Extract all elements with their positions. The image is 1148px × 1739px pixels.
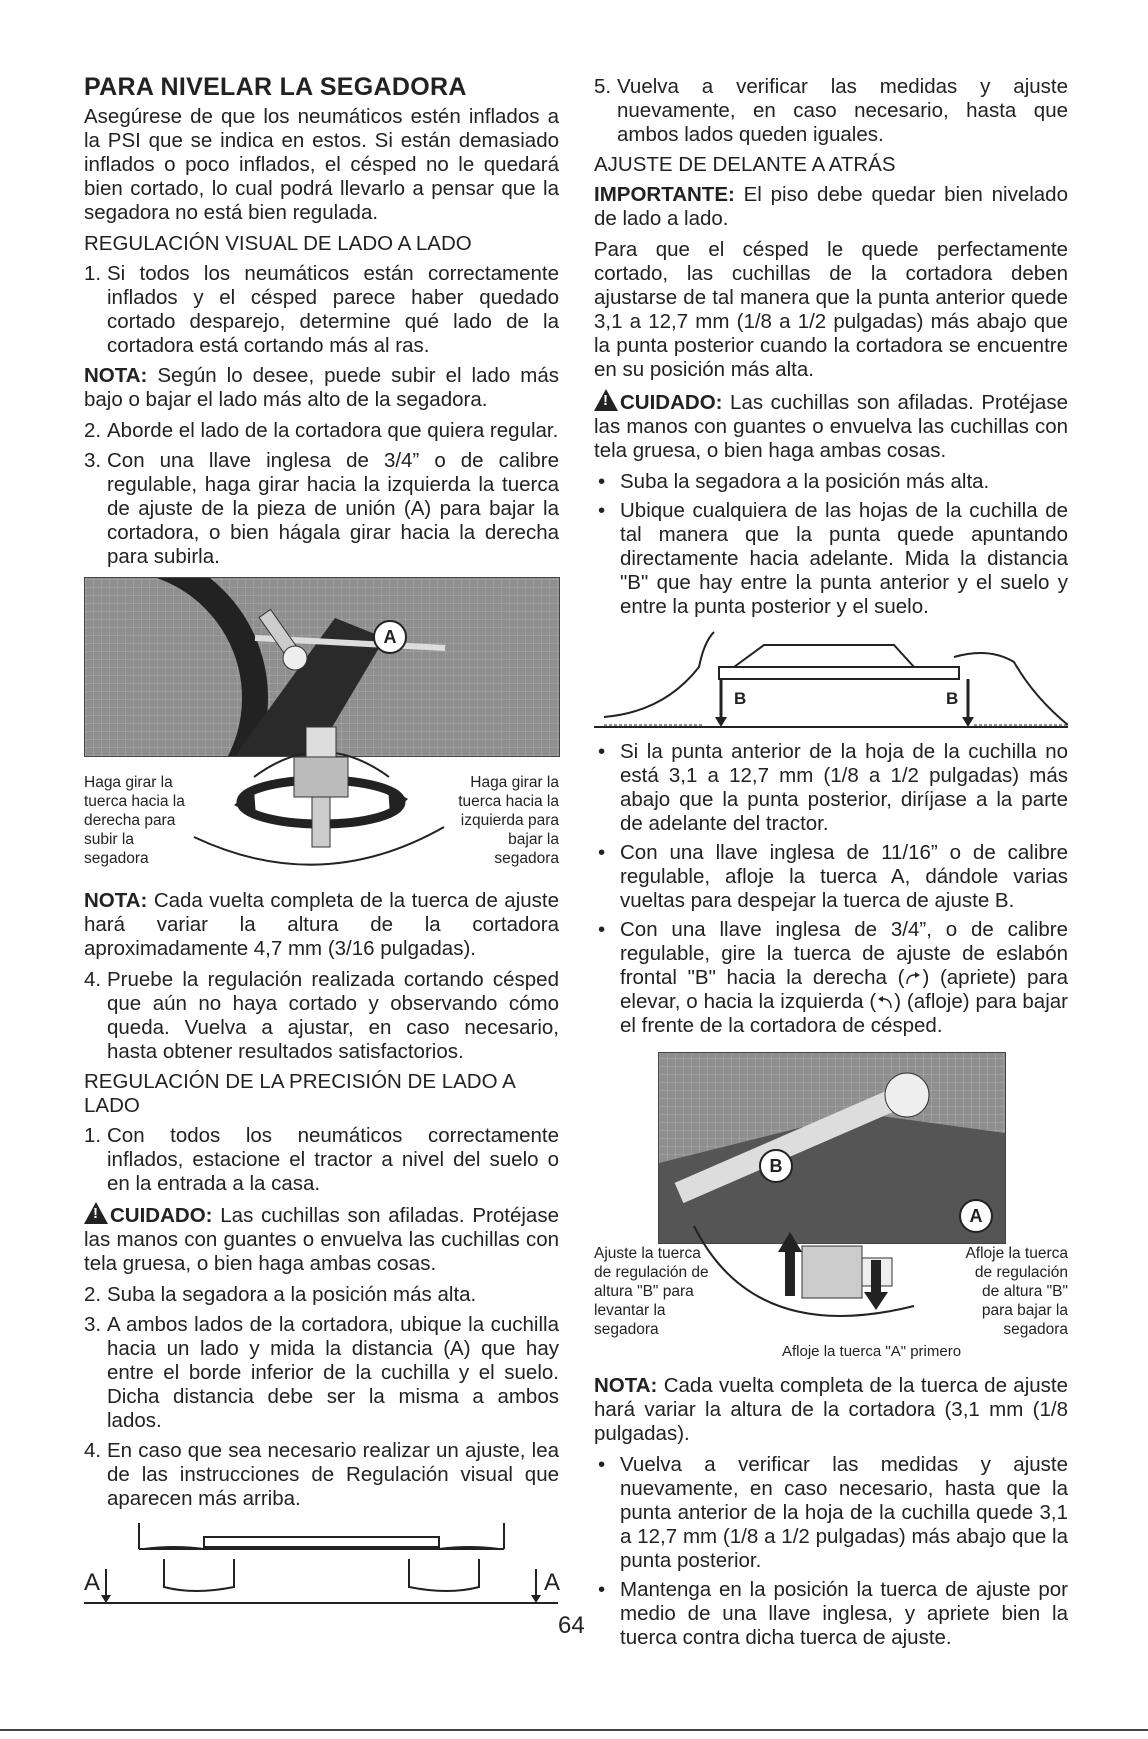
list-text: Pruebe la regulación realizada cortando césped que aún no haya cortado y observando cómo queda. Vuelva a ajustar, en caso necesario, hasta obtener resultados satisfactorios.	[107, 968, 559, 1063]
caution-paragraph	[84, 1202, 559, 1276]
list-number: 3.	[84, 449, 102, 472]
bullet-icon: •	[598, 499, 606, 522]
bullet-text-part: ) (apriete) para elevar, o hacia la izquierda (	[620, 966, 1068, 1013]
caution-label: CUIDADO:	[110, 1204, 213, 1227]
note-text: Cada vuelta completa de la tuerca de ajuste hará variar la altura de la cortadora (3,1 mm (1/8 pulgadas).	[594, 1374, 1068, 1445]
note-label: NOTA:	[594, 1374, 658, 1397]
list-item	[84, 1439, 559, 1511]
list-text: Con todos los neumáticos correctamente inflados, estacione el tractor a nivel del suelo o en la entrada a la casa.	[107, 1124, 559, 1195]
list-item	[84, 1313, 559, 1433]
figure-front-link-nut	[594, 1046, 1068, 1366]
figure-front-back-measure	[594, 627, 1068, 732]
measure-label-b-left: B	[734, 689, 747, 708]
page-number: 64	[558, 1612, 585, 1639]
list-text: Aborde el lado de la cortadora que quiera regular.	[107, 419, 559, 442]
note-paragraph	[594, 1374, 1068, 1446]
list-text: Vuelva a verificar las medidas y ajuste nuevamente, en caso necesario, hasta que ambos lados queden iguales.	[617, 75, 1068, 146]
intro-paragraph: Asegúrese de que los neumáticos estén inflados a la PSI que se indica en estos. Si están demasiado inflados o poco inflados, el césped no le quedará bien cortado, lo cual podrá llevarlo a pensar que la segadora no está bien regulada.	[84, 105, 559, 224]
measure-label-b-right: B	[946, 689, 959, 708]
bullet-icon: •	[598, 1578, 606, 1601]
bullet-icon: •	[598, 918, 606, 941]
caution-text: Las cuchillas son afiladas. Protéjase las manos con guantes o envuelva las cuchillas con tela gruesa, o bien haga ambas cosas.	[594, 391, 1068, 462]
caption-right: Haga girar la tuerca hacia la izquierda para bajar la segadora	[458, 774, 559, 867]
bullet-text: Ubique cualquiera de las hojas de la cuchilla de tal manera que la punta quede apuntando directamente hacia adelante. Mida la distancia "B" que hay entre la punta anterior y el suelo y entre la punta posterior y el suelo.	[620, 499, 1068, 618]
clockwise-icon	[904, 972, 922, 986]
bullet-item	[594, 499, 1068, 619]
callout-a: A	[959, 1199, 993, 1233]
note-text: Según lo desee, puede subir el lado más bajo o bajar el lado más alto de la segadora.	[84, 364, 559, 411]
left-column	[84, 75, 559, 1617]
list-item	[84, 449, 559, 569]
measure-label-a-left: A	[84, 1569, 101, 1596]
note-text: Cada vuelta completa de la tuerca de ajuste hará variar la altura de la cortadora aproximadamente 4,7 mm (3/16 pulgadas).	[84, 889, 559, 960]
bullet-icon: •	[598, 1453, 606, 1476]
note-label: NOTA:	[84, 889, 148, 912]
caution-text: Las cuchillas son afiladas. Protéjase las manos con guantes o envuelva las cuchillas con tela gruesa, o bien haga ambas cosas.	[84, 1204, 559, 1275]
list-number: 4.	[84, 1439, 102, 1462]
bullet-item	[594, 1453, 1068, 1573]
bullet-item	[594, 1578, 1068, 1650]
counterclockwise-icon	[876, 996, 894, 1010]
list-text: A ambos lados de la cortadora, ubique la cuchilla hacia un lado y mida la distancia (A) que hay entre el borde inferior de la cuchilla y el suelo. Dicha distancia debe ser la misma a ambos lados.	[107, 1313, 559, 1432]
bullet-item	[594, 740, 1068, 836]
figure-side-measure	[84, 1517, 559, 1609]
caution-paragraph	[594, 389, 1068, 463]
list-text: En caso que sea necesario realizar un ajuste, lea de las instrucciones de Regulación visual que aparecen más arriba.	[107, 1439, 559, 1510]
caption-left: Ajuste la tuerca de regulación de altura "B" para levantar la segadora	[594, 1245, 709, 1338]
caption-left: Haga girar la tuerca hacia la derecha para subir la segadora	[84, 774, 185, 867]
list-number: 5.	[594, 75, 612, 98]
section-heading-precision: REGULACIÓN DE LA PRECISIÓN DE LADO A LADO	[84, 1070, 515, 1117]
bullet-text-part: Con una llave inglesa de 3/4”, o de calibre regulable, gire la tuerca de ajuste de eslabón frontal "B" hacia la derecha (	[620, 918, 1068, 989]
figure-adjust-nut	[84, 577, 559, 881]
list-number: 3.	[84, 1313, 102, 1336]
measure-label-a-right: A	[544, 1569, 561, 1596]
list-item	[84, 262, 559, 358]
bullet-text: Si la punta anterior de la hoja de la cuchilla no está 3,1 a 12,7 mm (1/8 a 1/2 pulgadas) más abajo que la punta posterior, diríjase a la parte de adelante del tractor.	[620, 740, 1068, 835]
list-text: Con una llave inglesa de 3/4” o de calibre regulable, haga girar hacia la izquierda la tuerca de ajuste de la pieza de unión (A) para bajar la cortadora, o bien hágala girar hacia la derecha para subirla.	[107, 449, 559, 568]
callout-b: B	[759, 1149, 793, 1183]
bullet-text	[620, 918, 1068, 1038]
note-label: NOTA:	[84, 364, 148, 387]
bullet-item	[594, 470, 1068, 494]
bullet-text: Con una llave inglesa de 11/16” o de calibre regulable, afloje la tuerca A, dándole varias vueltas para despejar la tuerca de ajuste B.	[620, 841, 1068, 912]
list-number: 1.	[84, 1124, 102, 1147]
list-number: 4.	[84, 968, 102, 991]
list-text: Si todos los neumáticos están correctamente inflados y el césped parece haber quedado cortado desparejo, determine qué lado de la cortadora está cortando más al ras.	[107, 262, 559, 357]
right-column	[594, 75, 1068, 1655]
bottom-rule	[0, 1729, 1148, 1731]
list-item	[84, 968, 559, 1064]
list-number: 1.	[84, 262, 102, 285]
bullet-text: Mantenga en la posición la tuerca de ajuste por medio de una llave inglesa, y apriete bien la tuerca contra dicha tuerca de ajuste.	[620, 1578, 1068, 1649]
list-item	[84, 1283, 559, 1307]
blade-front-back-diagram	[594, 627, 1068, 732]
section-heading-front-back: AJUSTE DE DELANTE A ATRÁS	[594, 153, 896, 176]
warning-icon	[594, 389, 618, 411]
bullet-item	[594, 841, 1068, 913]
caution-label: CUIDADO:	[620, 391, 723, 414]
bullet-icon: •	[598, 740, 606, 763]
important-text: El piso debe quedar bien nivelado de lado a lado.	[594, 183, 1068, 230]
bullet-icon: •	[598, 841, 606, 864]
blade-side-diagram	[84, 1517, 561, 1609]
list-item	[84, 1124, 559, 1196]
warning-icon	[84, 1202, 108, 1224]
bullet-item	[594, 918, 1068, 1038]
list-number: 2.	[84, 1283, 102, 1306]
section-heading-visual: REGULACIÓN VISUAL DE LADO A LADO	[84, 232, 472, 255]
bullet-icon: •	[598, 470, 606, 493]
note-paragraph	[84, 364, 559, 412]
list-item	[84, 419, 559, 443]
note-paragraph	[84, 889, 559, 961]
important-label: IMPORTANTE:	[594, 183, 735, 206]
important-paragraph	[594, 183, 1068, 231]
caption-bottom: Afloje la tuerca "A" primero	[782, 1343, 962, 1360]
list-number: 2.	[84, 419, 102, 442]
body-paragraph: Para que el césped le quede perfectamente cortado, las cuchillas de la cortadora deben ajustarse de tal manera que la punta anterior quede 3,1 a 12,7 mm (1/8 a 1/2 pulgadas) más abajo que la punta posterior cuando la cortadora se encuentre en su posición más alta.	[594, 238, 1068, 381]
callout-a: A	[373, 620, 407, 654]
caption-right: Afloje la tuerca de regulación de altura "B" para bajar la segadora	[965, 1245, 1068, 1338]
bullet-text: Vuelva a verificar las medidas y ajuste nuevamente, en caso necesario, hasta que la punta anterior de la hoja de la cuchilla quede 3,1 a 12,7 mm (1/8 a 1/2 pulgadas) más abajo que la punta posterior.	[620, 1453, 1068, 1572]
page-title: PARA NIVELAR LA SEGADORA	[84, 73, 467, 101]
list-text: Suba la segadora a la posición más alta.	[107, 1283, 477, 1306]
bullet-text: Suba la segadora a la posición más alta.	[620, 470, 990, 493]
bullet-text-part: ) (afloje) para bajar el frente de la cortadora de césped.	[620, 990, 1068, 1037]
list-item	[594, 75, 1068, 147]
